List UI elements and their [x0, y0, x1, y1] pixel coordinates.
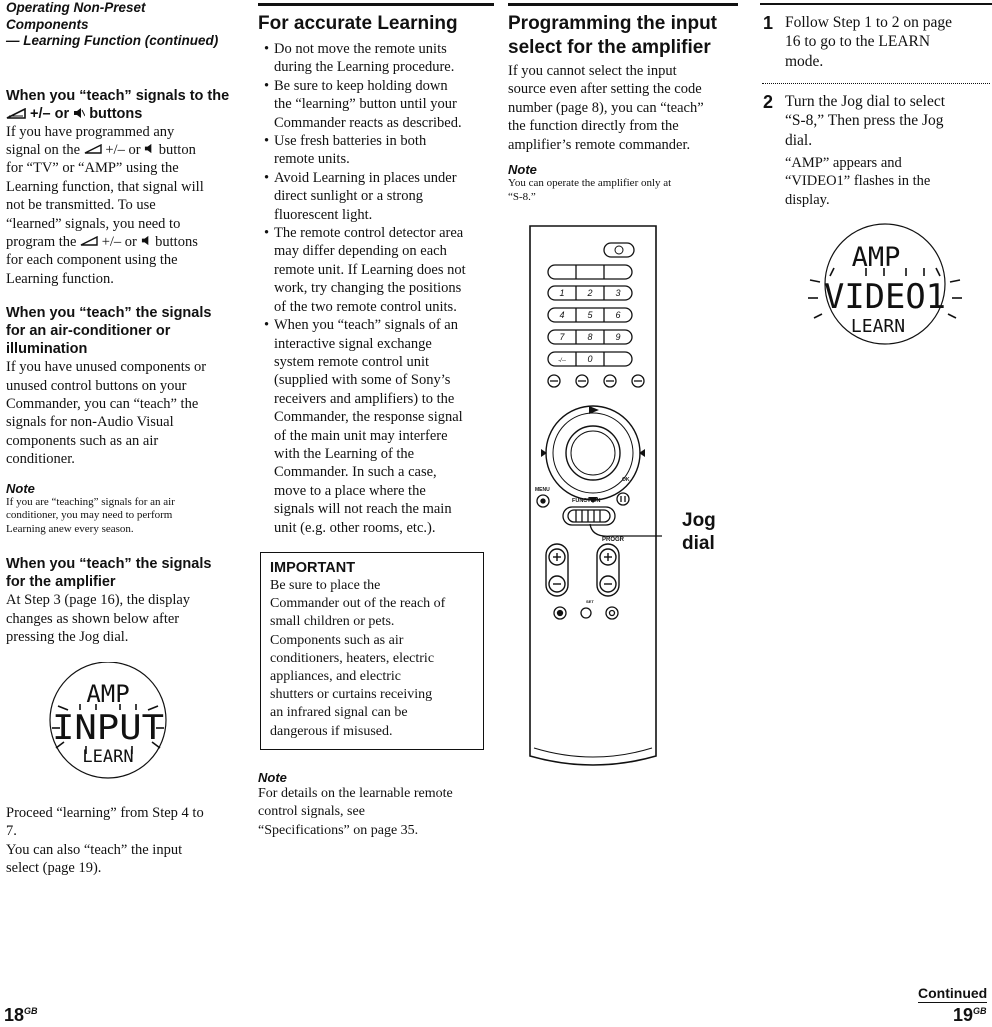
- key-0: 0: [587, 354, 593, 364]
- lcd-top-text: AMP: [851, 242, 901, 273]
- section-heading-air-conditioner: When you “teach” the signals for an air-conditioner or illumination: [6, 305, 212, 358]
- page-number-left: $18^{GB}$: [4, 1005, 38, 1025]
- paragraph-programming: If you cannot select the input source even after setting the code number (page 8), you can “teach” the function directly from the amplifier’s remote commander.: [508, 63, 704, 153]
- note-heading: Note: [508, 162, 537, 178]
- ok-label: OK: [622, 477, 630, 483]
- set-label: SET: [586, 599, 594, 604]
- key-9: 9: [615, 332, 621, 342]
- callout-jog: Jog: [682, 510, 716, 531]
- step-2: [763, 92, 991, 209]
- key-2: 2: [587, 288, 593, 298]
- tips-list: [264, 40, 496, 537]
- volume-icon: [80, 236, 98, 246]
- progr-label: PROGR: [602, 537, 625, 543]
- list-item: • The remote control detector area may differ depending on each remote unit. If Learning does not work, try changing the positions of the two remote control units.: [264, 224, 496, 316]
- paragraph-amplifier: At Step 3 (page 16), the display changes as shown below after pressing the Jog dial.: [6, 592, 191, 645]
- lcd-bottom-text: LEARN: [82, 747, 134, 767]
- section-title-accurate-learning: For accurate Learning: [258, 13, 458, 34]
- key-4: 4: [559, 310, 565, 320]
- step-1: [763, 13, 991, 71]
- menu-label: MENU: [535, 487, 550, 493]
- mute-icon: [73, 107, 85, 119]
- lcd-display-input: [28, 662, 188, 782]
- key-7: 7: [559, 332, 565, 342]
- section-heading-amplifier: When you “teach” the signals for the amplifier: [6, 556, 212, 591]
- note-specifications: [258, 770, 498, 840]
- rule: [508, 3, 738, 6]
- lcd-top-text: AMP: [86, 680, 130, 708]
- lcd-main-text: INPUT: [52, 708, 164, 748]
- note-text: If you are “teaching” signals for an air conditioner, you may need to perform Learning anew every season.: [6, 495, 175, 535]
- section-heading-volume-buttons: When you “teach” signals to the +/– or buttons: [6, 87, 230, 122]
- key-8: 8: [587, 332, 593, 342]
- callout-dial: dial: [682, 533, 715, 554]
- lcd-bottom-text: LEARN: [850, 316, 906, 337]
- page-header: Operating Non-Preset Components — Learning Function (continued): [6, 0, 219, 48]
- remote-control-illustration: [520, 218, 740, 778]
- lcd-main-text: VIDEO1: [824, 277, 946, 317]
- important-text: Be sure to place the Commander out of the reach of small children or pets. Components such as air conditioners, heaters, electric appliances, and electric shutters or curtains receiving an infrared signal can be dangerous if misused.: [270, 578, 446, 739]
- mute-icon: [144, 143, 155, 154]
- key-dash: -/--: [558, 358, 566, 364]
- paragraph-air-conditioner: If you have unused components or unused control buttons on your Commander, you can “teach” the signals for non-Audio Visual components such as an air conditioner.: [6, 359, 207, 468]
- important-label: IMPORTANT: [270, 560, 356, 576]
- step-1-text: Follow Step 1 to 2 on page 16 to go to the LEARN mode.: [785, 14, 953, 70]
- step-2-subtext: “AMP” appears and “VIDEO1” flashes in the display.: [785, 155, 931, 208]
- key-6: 6: [615, 310, 621, 320]
- important-box: [260, 552, 484, 750]
- step-2-number: 2: [763, 92, 774, 112]
- note-text: For details on the learnable remote control signals, see “Specifications” on page 35.: [258, 786, 453, 838]
- key-1: 1: [559, 288, 565, 298]
- continued-label: Continued: [918, 985, 988, 1001]
- lcd-display-video1: [800, 222, 970, 352]
- header-rule-right: [760, 3, 992, 5]
- paragraph-proceed: Proceed “learning” from Step 4 to 7. You can also “teach” the input select (page 19).: [6, 805, 204, 877]
- note-heading: Note: [6, 480, 35, 496]
- note-text: You can operate the amplifier only at “S-8.”: [508, 177, 672, 203]
- list-item: • Do not move the remote units during the Learning procedure.: [264, 40, 496, 77]
- key-3: 3: [615, 288, 621, 298]
- step-2-text: Turn the Jog dial to select “S-8,” Then press the Jog dial.: [785, 93, 946, 149]
- list-item: • Be sure to keep holding down the “learning” button until your Commander reacts as described.: [264, 77, 496, 132]
- volume-icon: [6, 108, 26, 119]
- list-item: • When you “teach” signals of an interactive signal exchange system remote control unit (supplied with some of Sony’s receivers and amplifiers) to the Commander, the response signal of the main unit may interfere with the Learning of the Commander. In such a case, move to a place where the signals will not reach the main unit (e.g. other rooms, etc.).: [264, 316, 496, 537]
- paragraph-volume-buttons: If you have programmed any signal on the +/– or button for “TV” or “AMP” using the Learning function, that signal will not be transmitted. To use “learned” signals, you need to program the +/– or buttons for each component using the Learning function.: [6, 123, 204, 287]
- step-1-number: 1: [763, 13, 774, 33]
- volume-icon: [84, 144, 102, 154]
- list-item: • Use fresh batteries in both remote units.: [264, 132, 496, 169]
- page-number-right: $19^{GB}$: [953, 1005, 987, 1025]
- column-1: [6, 0, 246, 646]
- rule: [258, 3, 494, 6]
- section-title-programming: Programming the input select for the amplifier: [508, 13, 717, 58]
- function-label: FUNCTION: [572, 498, 601, 504]
- mute-icon: [141, 235, 152, 246]
- column-3: [508, 0, 740, 204]
- column-2: [258, 0, 496, 537]
- list-item: • Avoid Learning in places under direct sunlight or a strong fluorescent light.: [264, 169, 496, 224]
- key-5: 5: [587, 310, 593, 320]
- divider: [762, 83, 990, 85]
- note-heading: Note: [258, 770, 287, 785]
